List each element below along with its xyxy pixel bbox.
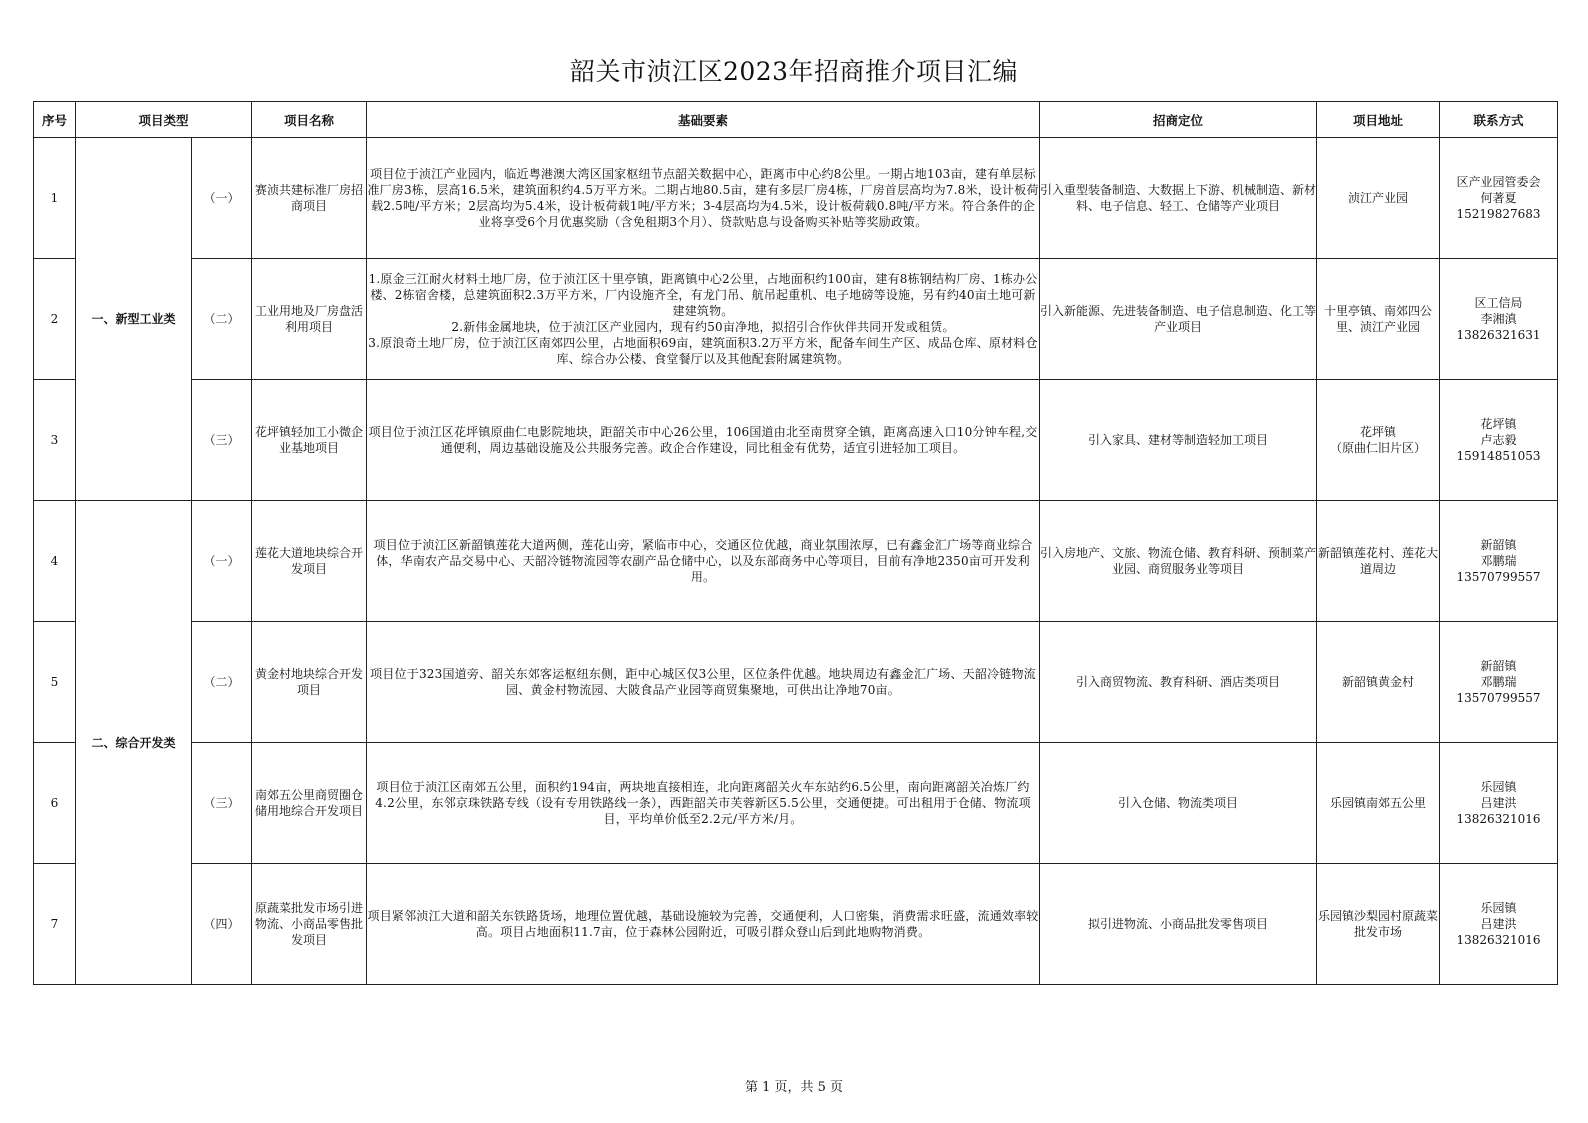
project-basics: 项目位于浈江区南郊五公里，面积约194亩，两块地直接相连，北向距离韶关火车东站约6.5公里，南向距离韶关冶炼厂约4.2公里，东邻京珠铁路专线（设有专用铁路线一条），西距韶关市芙蓉新区5.5公里，交通便捷。可出租用于仓储、物流项目，平均单价低至2.2元/平方米/月。 (367, 743, 1040, 864)
row-subindex: （一） (192, 501, 252, 622)
project-address: 新韶镇莲花村、莲花大道周边 (1317, 501, 1440, 622)
project-address: 十里亭镇、南郊四公里、浈江产业园 (1317, 259, 1440, 380)
row-seq: 3 (34, 380, 76, 501)
project-table (33, 101, 1558, 985)
project-address (1317, 380, 1440, 501)
header-positioning: 招商定位 (1040, 102, 1317, 138)
project-positioning: 拟引进物流、小商品批发零售项目 (1040, 864, 1317, 985)
category-industrial: 一、新型工业类 (76, 138, 192, 501)
contact-org: 新韶镇 (1480, 659, 1517, 673)
project-contact (1440, 259, 1558, 380)
row-subindex: （二） (192, 259, 252, 380)
header-contact: 联系方式 (1440, 102, 1558, 138)
contact-phone: 15219827683 (1456, 207, 1541, 221)
table-row (34, 138, 1558, 259)
contact-person: 吕建洪 (1480, 917, 1517, 931)
row-seq: 4 (34, 501, 76, 622)
header-seq: 序号 (34, 102, 76, 138)
project-basics: 项目位于浈江产业园内，临近粤港澳大湾区国家枢纽节点韶关数据中心，距离市中心约8公里。一期占地103亩，建有单层标准厂房3栋，层高16.5米，建筑面积约4.5万平方米。二期占地80.5亩，建有多层厂房4栋，厂房首层高均为7.8米，设计板荷载2.5吨/平方米；2层高均为5.4米，设计板荷载1吨/平方米；3-4层高均为4.5米，设计板荷载0.8吨/平方米。符合条件的企业将享受6个月优惠奖励（含免租期3个月）、贷款贴息与设备购买补贴等奖励政策。 (367, 138, 1040, 259)
header-address: 项目地址 (1317, 102, 1440, 138)
category-comprehensive: 二、综合开发类 (76, 501, 192, 985)
contact-phone: 13826321016 (1456, 933, 1541, 947)
project-contact (1440, 743, 1558, 864)
row-seq: 5 (34, 622, 76, 743)
project-positioning: 引入新能源、先进装备制造、电子信息制造、化工等产业项目 (1040, 259, 1317, 380)
row-subindex: （三） (192, 743, 252, 864)
row-subindex: （一） (192, 138, 252, 259)
row-seq: 2 (34, 259, 76, 380)
basics-item: 2.新伟金属地块，位于浈江区产业园内，现有约50亩净地，拟招引合作伙伴共同开发或租赁。 (451, 320, 955, 334)
project-name: 南郊五公里商贸圈仓储用地综合开发项目 (252, 743, 367, 864)
row-subindex: （三） (192, 380, 252, 501)
contact-person: 卢志毅 (1480, 433, 1517, 447)
row-seq: 6 (34, 743, 76, 864)
contact-phone: 15914851053 (1456, 449, 1541, 463)
contact-org: 花坪镇 (1480, 417, 1517, 431)
project-basics: 项目位于浈江区花坪镇原曲仁电影院地块，距韶关市中心26公里，106国道由北至南贯穿全镇，距离高速入口10分钟车程,交通便利，周边基础设施及公共服务完善。政企合作建设，同比租金有优势，适宜引进轻加工项目。 (367, 380, 1040, 501)
project-address: 浈江产业园 (1317, 138, 1440, 259)
project-basics: 项目位于323国道旁、韶关东郊客运枢纽东侧，距中心城区仅3公里，区位条件优越。地块周边有鑫金汇广场、天韶冷链物流园、黄金村物流园、大陂食品产业园等商贸集聚地，可供出让净地70亩。 (367, 622, 1040, 743)
project-name: 黄金村地块综合开发项目 (252, 622, 367, 743)
row-subindex: （四） (192, 864, 252, 985)
table-row (34, 743, 1558, 864)
contact-org: 乐园镇 (1480, 901, 1517, 915)
contact-person: 邓鹏瑞 (1480, 554, 1517, 568)
project-name: 赛浈共建标准厂房招商项目 (252, 138, 367, 259)
header-row (34, 102, 1558, 138)
project-contact (1440, 864, 1558, 985)
project-basics (367, 259, 1040, 380)
row-seq: 7 (34, 864, 76, 985)
address-line: 花坪镇 (1360, 425, 1397, 439)
project-contact (1440, 501, 1558, 622)
table-row (34, 501, 1558, 622)
contact-person: 吕建洪 (1480, 796, 1517, 810)
contact-phone: 13826321631 (1456, 328, 1541, 342)
project-address: 乐园镇南郊五公里 (1317, 743, 1440, 864)
table-row (34, 259, 1558, 380)
project-positioning: 引入家具、建材等制造轻加工项目 (1040, 380, 1317, 501)
project-name: 原蔬菜批发市场引进物流、小商品零售批发项目 (252, 864, 367, 985)
header-name: 项目名称 (252, 102, 367, 138)
basics-item: 3.原浪奇土地厂房，位于浈江区南郊四公里，占地面积69亩，建筑面积3.2万平方米，配备车间生产区、成品仓库、原材料仓库、综合办公楼、食堂餐厅以及其他配套附属建筑物。 (368, 336, 1038, 366)
contact-phone: 13570799557 (1456, 570, 1541, 584)
project-contact (1440, 380, 1558, 501)
project-positioning: 引入仓储、物流类项目 (1040, 743, 1317, 864)
project-name: 工业用地及厂房盘活利用项目 (252, 259, 367, 380)
project-name: 花坪镇轻加工小微企业基地项目 (252, 380, 367, 501)
contact-org: 区产业园管委会 (1456, 175, 1541, 189)
project-basics: 项目位于浈江区新韶镇莲花大道两侧，莲花山旁，紧临市中心，交通区位优越，商业氛围浓厚，已有鑫金汇广场等商业综合体，华南农产品交易中心、天韶冷链物流园等农副产品仓储中心，以及东部商务中心等项目，目前有净地2350亩可开发利用。 (367, 501, 1040, 622)
project-address: 新韶镇黄金村 (1317, 622, 1440, 743)
header-basics: 基础要素 (367, 102, 1040, 138)
contact-org: 乐园镇 (1480, 780, 1517, 794)
project-positioning: 引入商贸物流、教育科研、酒店类项目 (1040, 622, 1317, 743)
page-title: 韶关市浈江区2023年招商推介项目汇编 (569, 57, 1019, 86)
project-contact (1440, 622, 1558, 743)
row-subindex: （二） (192, 622, 252, 743)
contact-person: 邓鹏瑞 (1480, 675, 1517, 689)
table-row (34, 864, 1558, 985)
contact-org: 新韶镇 (1480, 538, 1517, 552)
contact-org: 区工信局 (1474, 296, 1523, 310)
table-row (34, 622, 1558, 743)
contact-person: 李湘滇 (1480, 312, 1517, 326)
project-positioning: 引入房地产、文旅、物流仓储、教育科研、预制菜产业园、商贸服务业等项目 (1040, 501, 1317, 622)
contact-phone: 13570799557 (1456, 691, 1541, 705)
page-footer: 第 1 页，共 5 页 (744, 1080, 844, 1095)
project-name: 莲花大道地块综合开发项目 (252, 501, 367, 622)
project-positioning: 引入重型装备制造、大数据上下游、机械制造、新材料、电子信息、轻工、仓储等产业项目 (1040, 138, 1317, 259)
header-type: 项目类型 (76, 102, 252, 138)
project-contact (1440, 138, 1558, 259)
basics-item: 1.原金三江耐火材料土地厂房，位于浈江区十里亭镇，距离镇中心2公里，占地面积约100亩，建有8栋钢结构厂房、1栋办公楼、2栋宿舍楼，总建筑面积2.3万平方米，厂内设施齐全，有龙门吊、航吊起重机、电子地磅等设施，另有约40亩土地可新建建筑物。 (368, 272, 1038, 318)
table-row (34, 380, 1558, 501)
address-line: （原曲仁旧片区） (1330, 441, 1427, 455)
project-address: 乐园镇沙梨园村原蔬菜批发市场 (1317, 864, 1440, 985)
project-basics: 项目紧邻浈江大道和韶关东铁路货场，地理位置优越，基础设施较为完善，交通便利，人口密集，消费需求旺盛，流通效率较高。项目占地面积11.7亩，位于森林公园附近，可吸引群众登山后到此地购物消费。 (367, 864, 1040, 985)
contact-phone: 13826321016 (1456, 812, 1541, 826)
row-seq: 1 (34, 138, 76, 259)
contact-person: 何著夏 (1480, 191, 1517, 205)
